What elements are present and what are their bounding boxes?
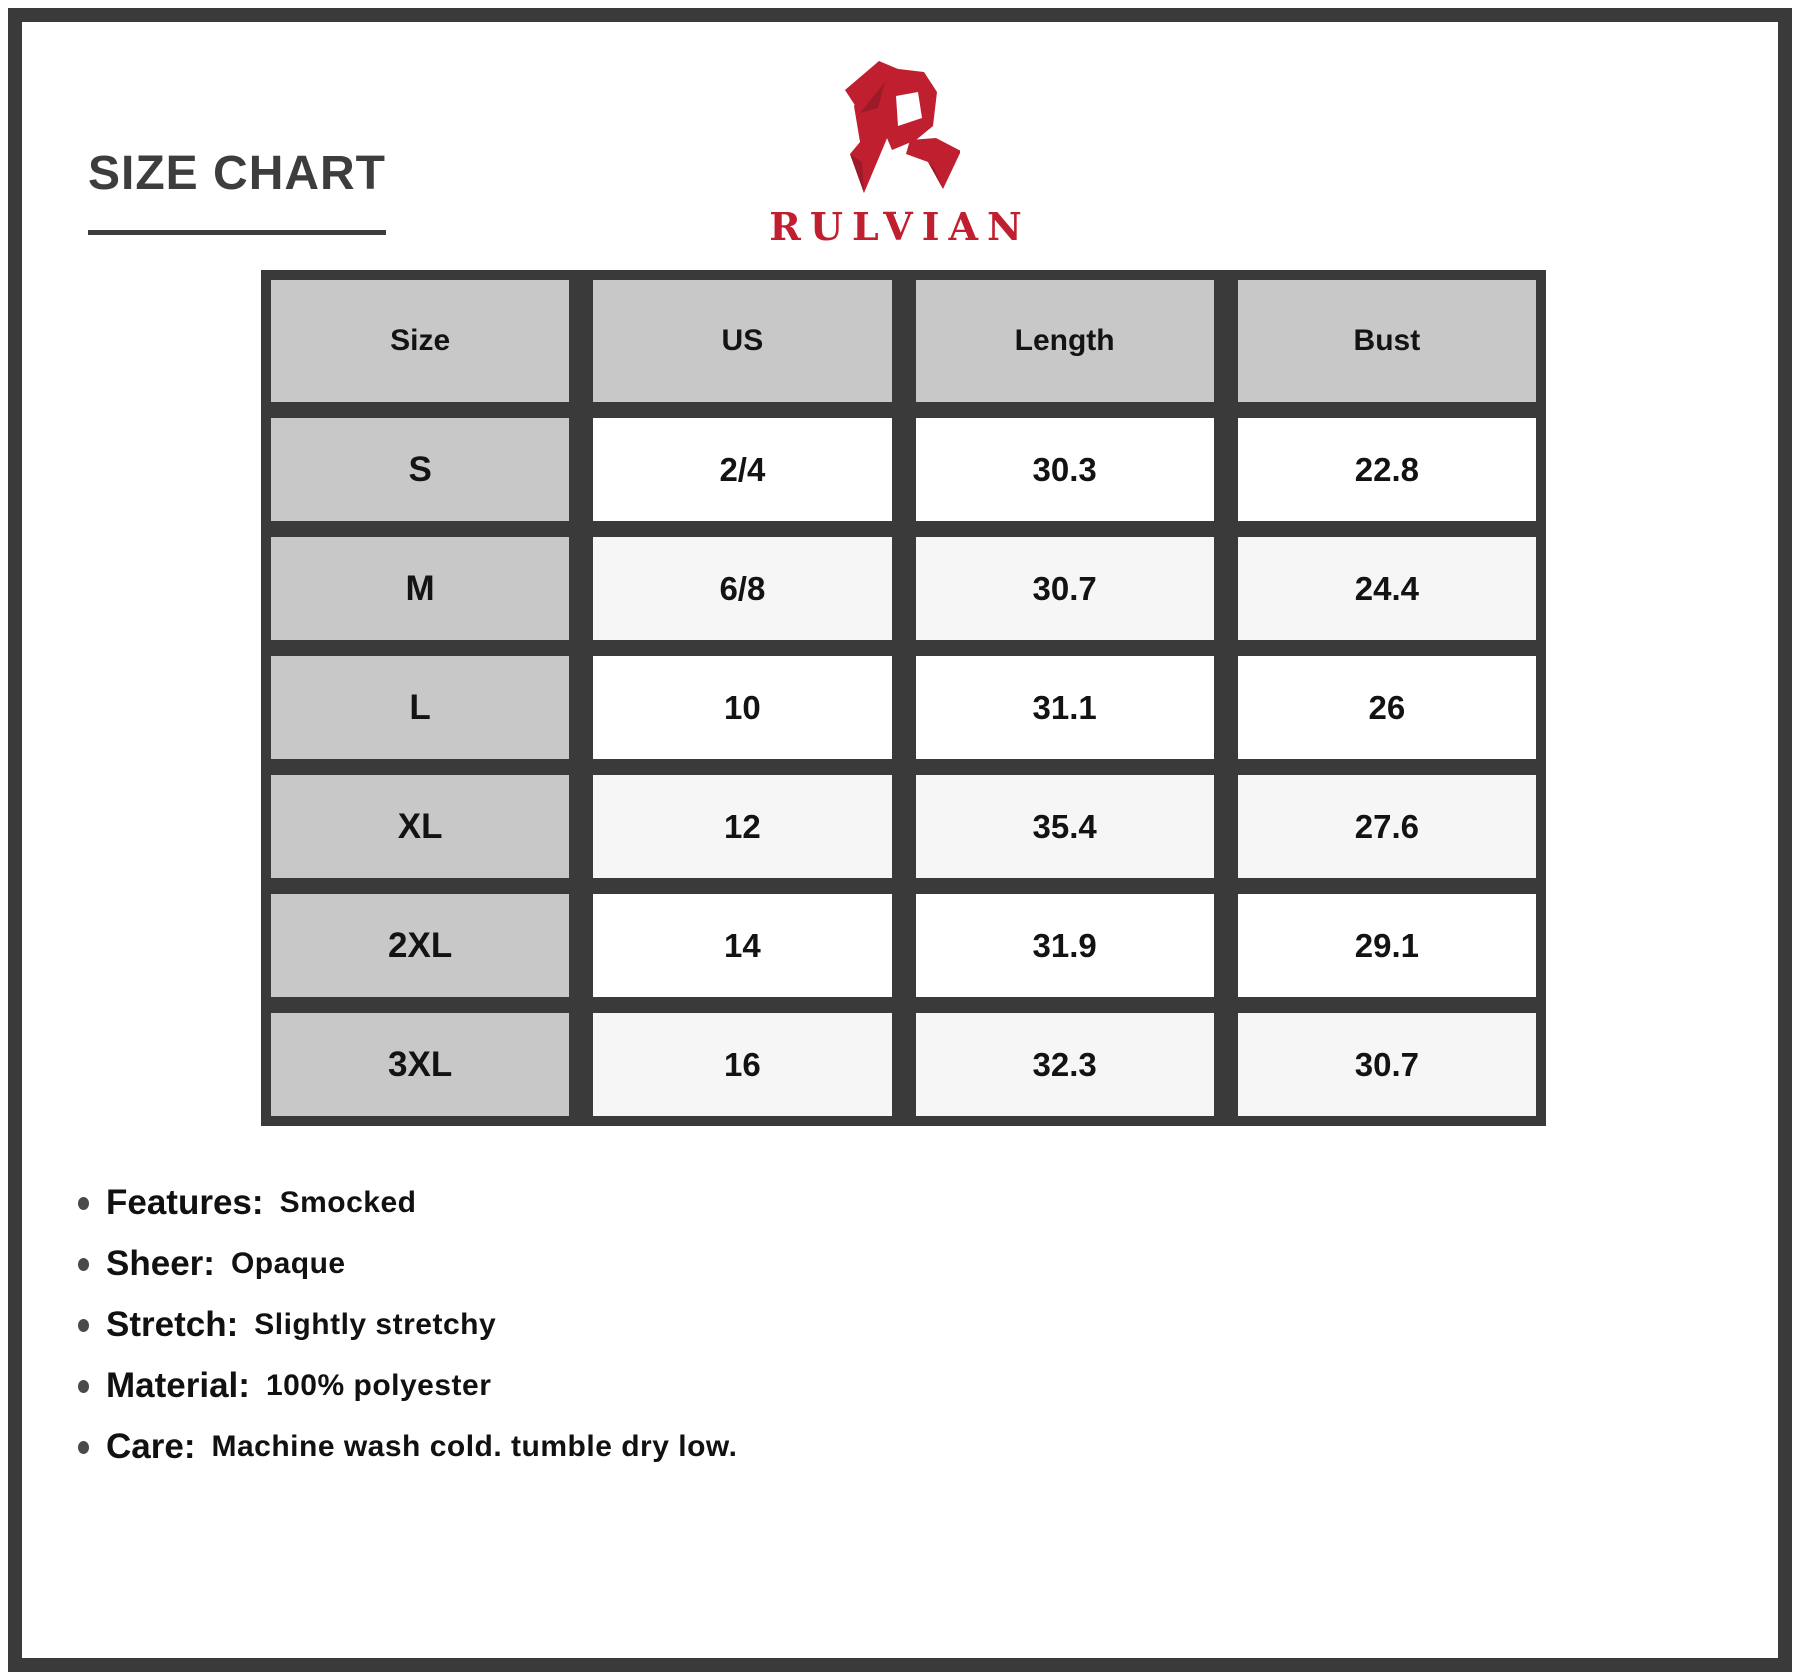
size-label-cell: L	[271, 656, 569, 759]
brand-name: RULVIAN	[769, 204, 1031, 249]
measurement-cell: 10	[593, 656, 891, 759]
detail-label: Material:	[106, 1366, 250, 1405]
detail-item	[78, 1243, 737, 1285]
measurement-cell: 27.6	[1238, 775, 1536, 878]
measurement-cell: 6/8	[593, 537, 891, 640]
measurement-cell: 30.7	[1238, 1013, 1536, 1116]
size-label-cell: M	[271, 537, 569, 640]
measurement-cell: 32.3	[916, 1013, 1214, 1116]
page-title: SIZE CHART	[88, 150, 386, 235]
detail-label: Sheer:	[106, 1244, 215, 1283]
detail-item	[78, 1426, 737, 1468]
size-label-cell: 2XL	[271, 894, 569, 997]
bullet-icon	[78, 1441, 89, 1454]
detail-label: Stretch:	[106, 1305, 239, 1344]
header-cell: Size	[271, 280, 569, 402]
size-label-cell: XL	[271, 775, 569, 878]
detail-label: Care:	[106, 1427, 196, 1466]
detail-value: Slightly stretchy	[254, 1308, 497, 1341]
bullet-icon	[78, 1380, 89, 1393]
measurement-cell: 24.4	[1238, 537, 1536, 640]
brand-r-mark-icon	[840, 52, 960, 200]
measurement-cell: 31.1	[916, 656, 1214, 759]
bullet-icon	[78, 1319, 89, 1332]
measurement-cell: 30.3	[916, 418, 1214, 521]
measurement-cell: 16	[593, 1013, 891, 1116]
measurement-cell: 35.4	[916, 775, 1214, 878]
detail-value: 100% polyester	[265, 1369, 492, 1402]
size-table	[261, 270, 1546, 1126]
detail-item	[78, 1365, 737, 1407]
detail-value: Machine wash cold. tumble dry low.	[211, 1430, 738, 1463]
product-details-list	[78, 1182, 737, 1487]
detail-item	[78, 1304, 737, 1346]
detail-item	[78, 1182, 737, 1224]
measurement-cell: 2/4	[593, 418, 891, 521]
bullet-icon	[78, 1258, 89, 1271]
detail-value: Smocked	[279, 1186, 417, 1219]
brand-logo	[700, 52, 1100, 249]
measurement-cell: 29.1	[1238, 894, 1536, 997]
measurement-cell: 12	[593, 775, 891, 878]
header-cell: Length	[916, 280, 1214, 402]
measurement-cell: 31.9	[916, 894, 1214, 997]
header-cell: US	[593, 280, 891, 402]
measurement-cell: 14	[593, 894, 891, 997]
size-label-cell: 3XL	[271, 1013, 569, 1116]
bullet-icon	[78, 1197, 89, 1210]
detail-label: Features:	[106, 1183, 264, 1222]
measurement-cell: 30.7	[916, 537, 1214, 640]
size-label-cell: S	[271, 418, 569, 521]
detail-value: Opaque	[230, 1247, 346, 1280]
header-cell: Bust	[1238, 280, 1536, 402]
measurement-cell: 26	[1238, 656, 1536, 759]
measurement-cell: 22.8	[1238, 418, 1536, 521]
